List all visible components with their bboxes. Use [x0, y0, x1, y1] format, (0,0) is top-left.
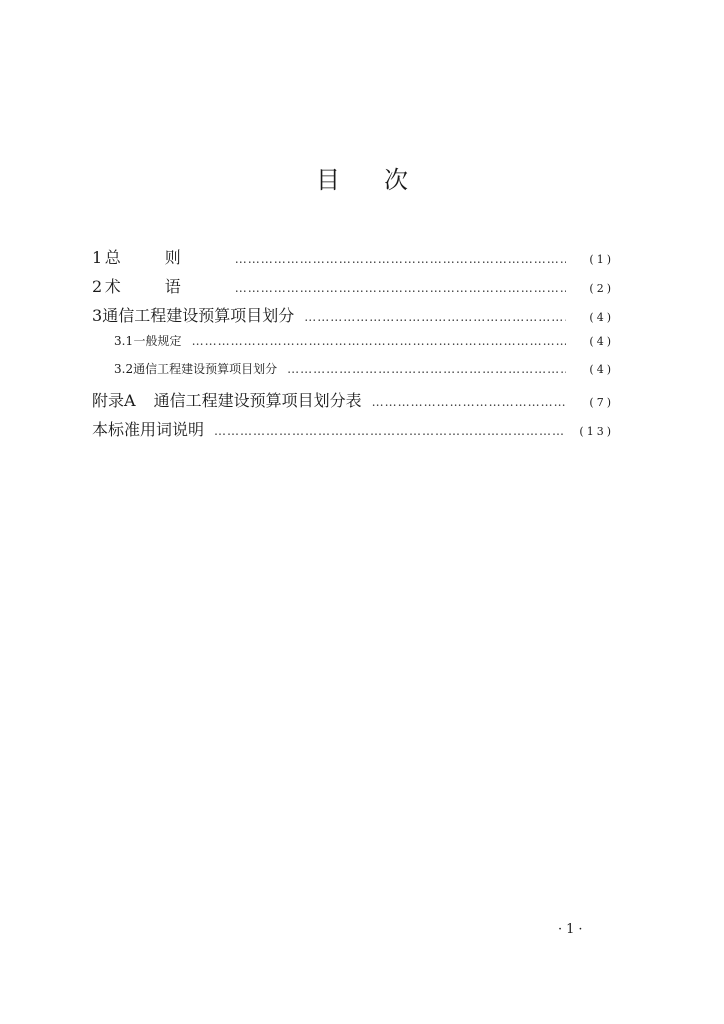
toc-entry-page: (4): [589, 363, 614, 376]
toc-entry-appendix-a[interactable]: [92, 388, 614, 417]
toc-entry-page: (13): [579, 425, 614, 438]
table-of-contents: [92, 245, 614, 446]
toc-entry-label: 一般规定: [133, 334, 182, 348]
toc-entry-label: 本标准用词说明: [92, 420, 205, 439]
toc-entry-3-1[interactable]: [92, 332, 614, 360]
toc-leader-dots: [372, 395, 566, 409]
toc-entry-label: 总则: [104, 248, 225, 267]
title-char-2: 次: [384, 166, 408, 194]
toc-entry-page: (4): [589, 335, 614, 348]
toc-leader-dots: [304, 310, 566, 324]
page-number: ·1·: [558, 922, 587, 937]
toc-entry-number: 1: [92, 248, 103, 267]
toc-entry-page: (7): [589, 396, 614, 409]
toc-entry-label: 通信工程建设预算项目划分: [133, 362, 278, 376]
toc-entry-wording-explanation[interactable]: [92, 417, 614, 446]
toc-entry-page: (1): [589, 253, 614, 266]
toc-entry-label: 通信工程建设预算项目划分表: [153, 391, 362, 410]
toc-leader-dots: [287, 362, 566, 376]
toc-leader-dots: [192, 334, 566, 348]
toc-entry-1[interactable]: [92, 245, 614, 274]
toc-entry-3-2[interactable]: [92, 360, 614, 388]
toc-entry-number: 3: [92, 306, 103, 325]
toc-entry-number: 2: [92, 277, 103, 296]
toc-entry-number: 附录A: [92, 391, 136, 410]
toc-entry-number: 3.1: [114, 334, 134, 348]
toc-entry-number: 3.2: [114, 362, 134, 376]
toc-leader-dots: [235, 252, 566, 266]
toc-entry-page: (4): [589, 311, 614, 324]
toc-leader-dots: [235, 281, 566, 295]
toc-entry-label: 通信工程建设预算项目划分: [102, 306, 295, 325]
toc-entry-2[interactable]: [92, 274, 614, 303]
toc-leader-dots: [214, 424, 566, 438]
page-title: [0, 160, 724, 195]
toc-entry-3[interactable]: [92, 303, 614, 332]
title-char-1: 目: [316, 166, 340, 194]
toc-entry-page: (2): [589, 282, 614, 295]
toc-entry-label: 术语: [104, 277, 225, 296]
